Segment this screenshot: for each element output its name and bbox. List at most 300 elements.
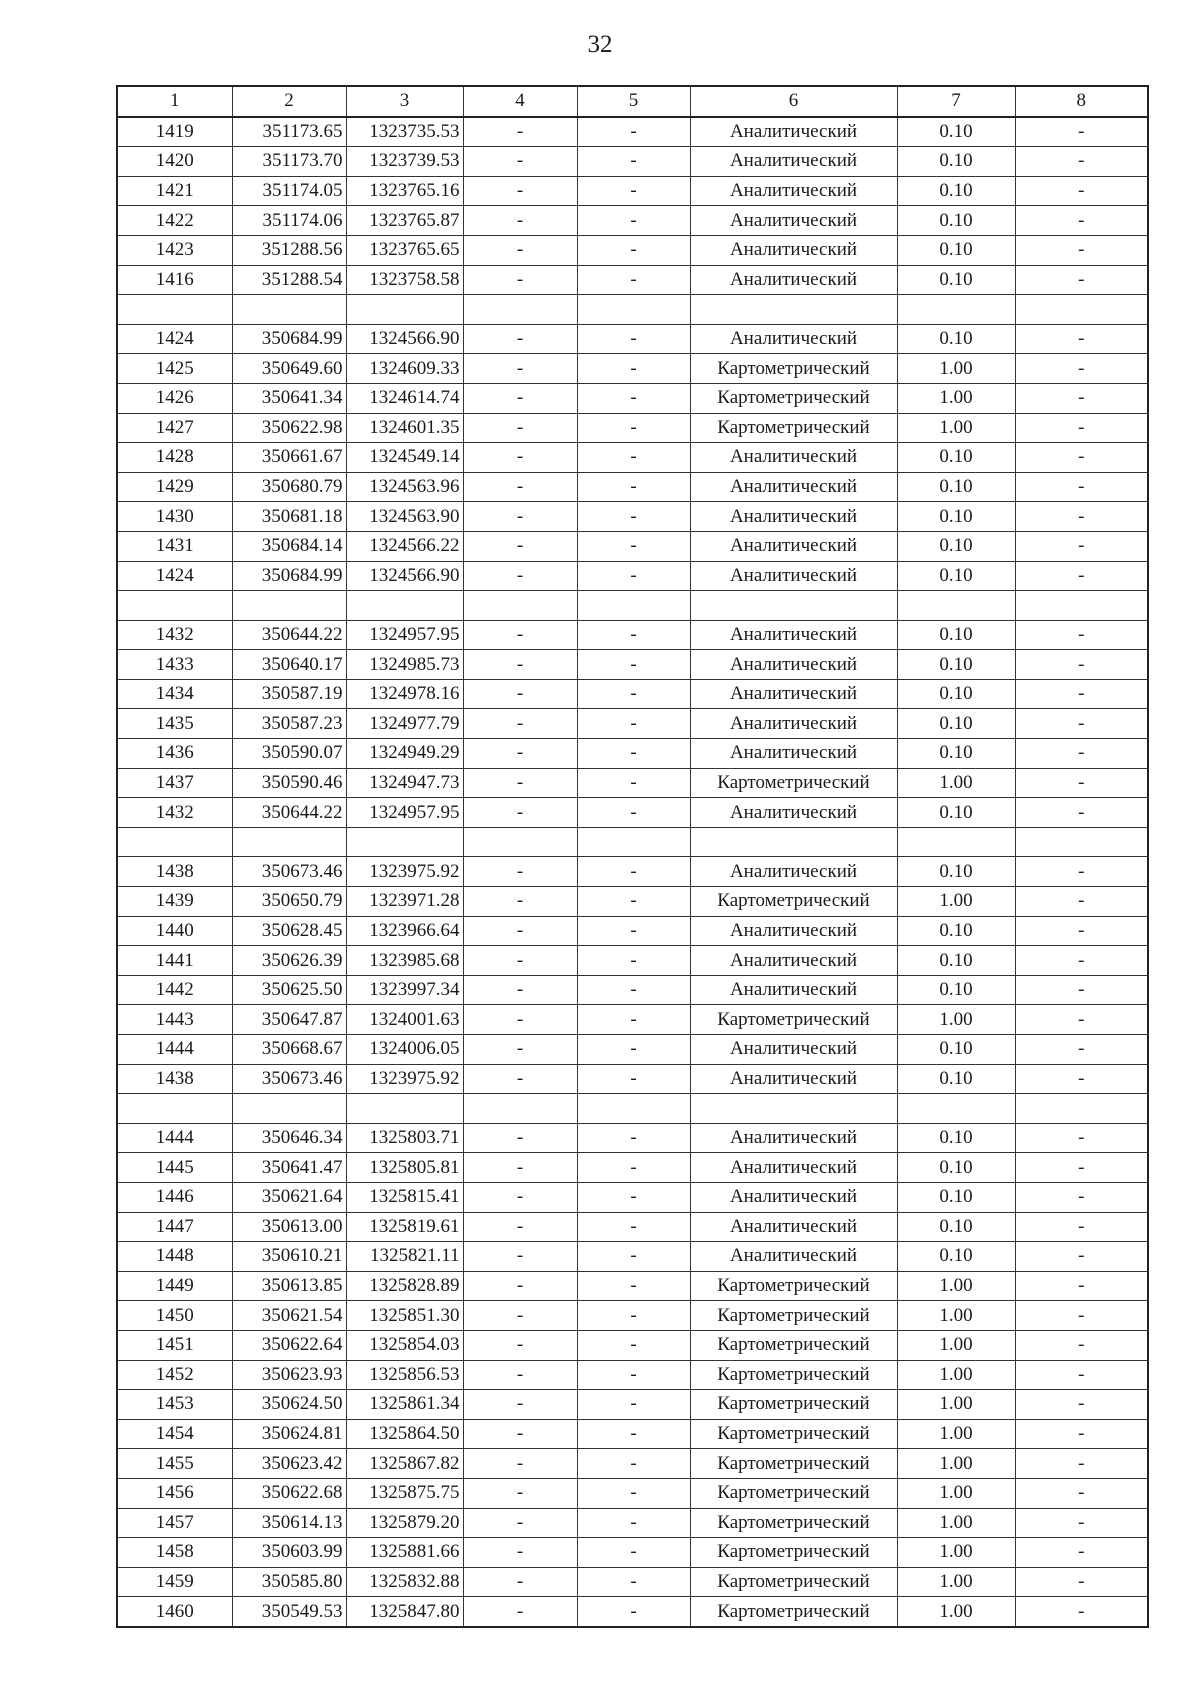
table-cell: 1324006.05 xyxy=(346,1035,463,1065)
table-cell: 350668.67 xyxy=(232,1035,346,1065)
table-cell: 350622.64 xyxy=(232,1330,346,1360)
table-row xyxy=(117,1419,1148,1449)
table-cell: 1323966.64 xyxy=(346,916,463,946)
table-cell: 1.00 xyxy=(897,1538,1015,1568)
table-row xyxy=(117,443,1148,473)
table-cell: 1324614.74 xyxy=(346,383,463,413)
table-cell: 1425 xyxy=(117,354,232,384)
table-cell: - xyxy=(577,1567,690,1597)
table-cell: 0.10 xyxy=(897,1035,1015,1065)
table-cell: 350614.13 xyxy=(232,1508,346,1538)
table-cell: Картометрический xyxy=(690,1508,897,1538)
table-cell: 350649.60 xyxy=(232,354,346,384)
table-cell: 1325821.11 xyxy=(346,1242,463,1272)
table-cell: - xyxy=(577,1005,690,1035)
table-cell xyxy=(897,591,1015,621)
table-cell: - xyxy=(463,768,577,798)
table-cell: - xyxy=(463,561,577,591)
table-row xyxy=(117,1064,1148,1094)
table-cell xyxy=(463,827,577,857)
spacer-row xyxy=(117,591,1148,621)
table-cell: 0.10 xyxy=(897,739,1015,769)
table-cell: Картометрический xyxy=(690,383,897,413)
table-cell: Картометрический xyxy=(690,1360,897,1390)
table-cell: 1324978.16 xyxy=(346,679,463,709)
column-header: 4 xyxy=(463,86,577,117)
table-cell: - xyxy=(1015,739,1148,769)
table-cell: Аналитический xyxy=(690,975,897,1005)
table-cell: - xyxy=(463,1597,577,1627)
table-cell: - xyxy=(577,1035,690,1065)
table-cell: - xyxy=(1015,1597,1148,1627)
table-cell: 0.10 xyxy=(897,1153,1015,1183)
column-header: 3 xyxy=(346,86,463,117)
table-cell: Аналитический xyxy=(690,176,897,206)
table-cell: Аналитический xyxy=(690,502,897,532)
table-cell: 350621.64 xyxy=(232,1182,346,1212)
table-cell: 1324566.22 xyxy=(346,531,463,561)
table-cell: - xyxy=(1015,887,1148,917)
table-cell: - xyxy=(1015,1271,1148,1301)
table-row xyxy=(117,1242,1148,1272)
table-cell: Картометрический xyxy=(690,1478,897,1508)
table-cell: 1454 xyxy=(117,1419,232,1449)
spacer-row xyxy=(117,1094,1148,1124)
table-cell: 1438 xyxy=(117,1064,232,1094)
table-cell: - xyxy=(1015,1301,1148,1331)
table-cell: 1.00 xyxy=(897,383,1015,413)
table-cell: - xyxy=(577,857,690,887)
table-cell: - xyxy=(463,1005,577,1035)
spacer-row xyxy=(117,827,1148,857)
table-cell: - xyxy=(463,650,577,680)
table-cell xyxy=(117,827,232,857)
table-cell: 0.10 xyxy=(897,206,1015,236)
table-cell: 1.00 xyxy=(897,1360,1015,1390)
table-row xyxy=(117,1508,1148,1538)
table-cell: 1459 xyxy=(117,1567,232,1597)
table-cell: - xyxy=(463,206,577,236)
table-cell: Аналитический xyxy=(690,235,897,265)
table-cell: 350549.53 xyxy=(232,1597,346,1627)
table-cell: - xyxy=(463,1271,577,1301)
table-cell: - xyxy=(463,1360,577,1390)
table-cell: 1.00 xyxy=(897,1597,1015,1627)
table-row xyxy=(117,1478,1148,1508)
table-cell: Аналитический xyxy=(690,147,897,177)
table-row xyxy=(117,768,1148,798)
table-cell: 1440 xyxy=(117,916,232,946)
table-cell: 351173.65 xyxy=(232,117,346,147)
table-cell: 1.00 xyxy=(897,768,1015,798)
table-cell: 1.00 xyxy=(897,1330,1015,1360)
table-row xyxy=(117,383,1148,413)
table-cell: - xyxy=(463,383,577,413)
table-cell xyxy=(232,591,346,621)
table-row xyxy=(117,709,1148,739)
table-cell: - xyxy=(1015,1153,1148,1183)
table-row xyxy=(117,235,1148,265)
table-cell: - xyxy=(1015,443,1148,473)
table-cell: - xyxy=(463,413,577,443)
table-cell: - xyxy=(577,1419,690,1449)
table-cell: - xyxy=(463,1478,577,1508)
table-cell: - xyxy=(1015,1538,1148,1568)
table-cell: 1324947.73 xyxy=(346,768,463,798)
table-cell: 1434 xyxy=(117,679,232,709)
table-cell: 1446 xyxy=(117,1182,232,1212)
table-cell: - xyxy=(577,1390,690,1420)
table-cell: 1324566.90 xyxy=(346,561,463,591)
table-cell xyxy=(232,1094,346,1124)
table-row xyxy=(117,176,1148,206)
table-cell: - xyxy=(577,472,690,502)
table-cell: 1324977.79 xyxy=(346,709,463,739)
table-cell: - xyxy=(1015,946,1148,976)
table-cell: 1325803.71 xyxy=(346,1123,463,1153)
table-cell: - xyxy=(577,265,690,295)
table-cell xyxy=(897,827,1015,857)
table-cell: 1324601.35 xyxy=(346,413,463,443)
table-cell: - xyxy=(1015,265,1148,295)
table-row xyxy=(117,1182,1148,1212)
table-cell: - xyxy=(1015,857,1148,887)
table-row xyxy=(117,1035,1148,1065)
table-cell: 1430 xyxy=(117,502,232,532)
table-cell xyxy=(1015,1094,1148,1124)
table-cell: - xyxy=(1015,1064,1148,1094)
table-cell: - xyxy=(463,1064,577,1094)
table-cell: Картометрический xyxy=(690,1271,897,1301)
table-cell: - xyxy=(1015,502,1148,532)
table-row xyxy=(117,117,1148,147)
table-cell: - xyxy=(1015,324,1148,354)
table-cell: Картометрический xyxy=(690,1567,897,1597)
table-cell: 0.10 xyxy=(897,531,1015,561)
table-cell: Аналитический xyxy=(690,472,897,502)
table-cell: Аналитический xyxy=(690,1242,897,1272)
table-cell: 1460 xyxy=(117,1597,232,1627)
table-cell: Аналитический xyxy=(690,739,897,769)
table-cell: 1419 xyxy=(117,117,232,147)
table-cell: 1436 xyxy=(117,739,232,769)
table-cell: - xyxy=(463,857,577,887)
table-cell: 1.00 xyxy=(897,1449,1015,1479)
column-header: 6 xyxy=(690,86,897,117)
table-cell: 0.10 xyxy=(897,443,1015,473)
table-cell: Аналитический xyxy=(690,206,897,236)
table-cell: - xyxy=(577,739,690,769)
table-cell xyxy=(117,591,232,621)
table-cell: 1324957.95 xyxy=(346,620,463,650)
table-cell: 1325875.75 xyxy=(346,1478,463,1508)
table-cell: 350684.99 xyxy=(232,324,346,354)
table-cell: 1324985.73 xyxy=(346,650,463,680)
table-cell: 1325851.30 xyxy=(346,1301,463,1331)
table-cell: Картометрический xyxy=(690,354,897,384)
table-cell: 1325815.41 xyxy=(346,1182,463,1212)
table-cell: - xyxy=(463,1330,577,1360)
table-cell: - xyxy=(577,1212,690,1242)
table-cell: 350621.54 xyxy=(232,1301,346,1331)
table-cell: 350623.42 xyxy=(232,1449,346,1479)
table-cell: 1426 xyxy=(117,383,232,413)
table-cell: 350641.47 xyxy=(232,1153,346,1183)
table-cell: 1325856.53 xyxy=(346,1360,463,1390)
table-cell: - xyxy=(577,1360,690,1390)
table-cell: 1.00 xyxy=(897,1005,1015,1035)
table-cell xyxy=(577,591,690,621)
table-cell: - xyxy=(1015,620,1148,650)
table-cell: 1423 xyxy=(117,235,232,265)
table-row xyxy=(117,1449,1148,1479)
table-cell: - xyxy=(577,650,690,680)
table-cell: 350590.07 xyxy=(232,739,346,769)
table-cell xyxy=(346,827,463,857)
column-header: 5 xyxy=(577,86,690,117)
table-cell: 350684.14 xyxy=(232,531,346,561)
table-cell: - xyxy=(463,916,577,946)
table-cell: - xyxy=(577,1508,690,1538)
table-cell: - xyxy=(577,354,690,384)
table-cell: - xyxy=(463,117,577,147)
table-cell: 1451 xyxy=(117,1330,232,1360)
table-cell: 1325867.82 xyxy=(346,1449,463,1479)
table-cell: 1325847.80 xyxy=(346,1597,463,1627)
table-cell: 1323739.53 xyxy=(346,147,463,177)
table-cell: Аналитический xyxy=(690,1212,897,1242)
table-cell: - xyxy=(577,946,690,976)
table-row xyxy=(117,857,1148,887)
table-cell xyxy=(463,1094,577,1124)
table-row xyxy=(117,798,1148,828)
table-row xyxy=(117,413,1148,443)
table-cell xyxy=(232,295,346,325)
table-cell: - xyxy=(463,354,577,384)
table-cell: Аналитический xyxy=(690,561,897,591)
table-cell: 350680.79 xyxy=(232,472,346,502)
table-row xyxy=(117,472,1148,502)
table-cell: Аналитический xyxy=(690,798,897,828)
table-cell: 1.00 xyxy=(897,1271,1015,1301)
table-cell: - xyxy=(577,1330,690,1360)
table-cell: 1323997.34 xyxy=(346,975,463,1005)
table-cell: - xyxy=(463,1419,577,1449)
column-header: 8 xyxy=(1015,86,1148,117)
table-cell: - xyxy=(1015,679,1148,709)
table-cell: Картометрический xyxy=(690,1419,897,1449)
table-cell: - xyxy=(463,1538,577,1568)
table-cell: - xyxy=(1015,561,1148,591)
table-cell: 350603.99 xyxy=(232,1538,346,1568)
table-cell: - xyxy=(1015,235,1148,265)
table-cell: - xyxy=(1015,798,1148,828)
table-row xyxy=(117,206,1148,236)
table-cell: 1325879.20 xyxy=(346,1508,463,1538)
table-row xyxy=(117,739,1148,769)
table-cell: - xyxy=(463,1153,577,1183)
table-cell: - xyxy=(577,798,690,828)
table-cell: 350625.50 xyxy=(232,975,346,1005)
table-cell: Аналитический xyxy=(690,679,897,709)
table-cell: 1444 xyxy=(117,1123,232,1153)
table-cell: - xyxy=(463,679,577,709)
table-cell: 0.10 xyxy=(897,1212,1015,1242)
table-cell: 1453 xyxy=(117,1390,232,1420)
table-row xyxy=(117,531,1148,561)
table-row xyxy=(117,1567,1148,1597)
table-cell: - xyxy=(577,887,690,917)
table-cell: 1457 xyxy=(117,1508,232,1538)
table-cell: - xyxy=(463,946,577,976)
page-number: 32 xyxy=(587,31,613,58)
table-cell: 0.10 xyxy=(897,946,1015,976)
table-cell: - xyxy=(1015,1419,1148,1449)
table-cell: - xyxy=(463,620,577,650)
table-row xyxy=(117,1212,1148,1242)
table-cell: - xyxy=(577,679,690,709)
table-cell: 1424 xyxy=(117,324,232,354)
table-cell: - xyxy=(577,324,690,354)
table-cell xyxy=(897,295,1015,325)
table-row xyxy=(117,1153,1148,1183)
table-cell: 1.00 xyxy=(897,1390,1015,1420)
table-cell: 1325864.50 xyxy=(346,1419,463,1449)
table-cell: Картометрический xyxy=(690,1301,897,1331)
table-cell: Аналитический xyxy=(690,916,897,946)
table-cell: 350661.67 xyxy=(232,443,346,473)
table-cell: 350644.22 xyxy=(232,798,346,828)
table-cell: 1424 xyxy=(117,561,232,591)
table-cell: 1323765.65 xyxy=(346,235,463,265)
table-cell: 1325832.88 xyxy=(346,1567,463,1597)
table-cell: 1325819.61 xyxy=(346,1212,463,1242)
table-cell: 1442 xyxy=(117,975,232,1005)
table-cell: 0.10 xyxy=(897,679,1015,709)
table-cell: - xyxy=(463,235,577,265)
table-cell: - xyxy=(577,916,690,946)
table-cell: 1323971.28 xyxy=(346,887,463,917)
table-cell xyxy=(117,295,232,325)
table-row xyxy=(117,147,1148,177)
table-row xyxy=(117,502,1148,532)
table-cell: - xyxy=(577,502,690,532)
table-cell: - xyxy=(577,561,690,591)
table-cell: 1449 xyxy=(117,1271,232,1301)
table-cell: 350613.85 xyxy=(232,1271,346,1301)
table-cell: - xyxy=(1015,1390,1148,1420)
table-cell: - xyxy=(577,1271,690,1301)
table-cell: 350681.18 xyxy=(232,502,346,532)
table-cell: - xyxy=(463,1390,577,1420)
table-cell: - xyxy=(577,975,690,1005)
table-cell: - xyxy=(577,1597,690,1627)
spacer-row xyxy=(117,295,1148,325)
table-cell: Картометрический xyxy=(690,768,897,798)
table-cell: 1447 xyxy=(117,1212,232,1242)
table-cell: 1323985.68 xyxy=(346,946,463,976)
table-row xyxy=(117,1597,1148,1627)
table-cell: 351173.70 xyxy=(232,147,346,177)
table-row xyxy=(117,946,1148,976)
table-cell: 350622.68 xyxy=(232,1478,346,1508)
table-cell: 0.10 xyxy=(897,176,1015,206)
table-cell: Аналитический xyxy=(690,946,897,976)
table-cell: - xyxy=(463,443,577,473)
table-row xyxy=(117,1330,1148,1360)
table-cell: - xyxy=(577,413,690,443)
table-cell: 1.00 xyxy=(897,887,1015,917)
table-row xyxy=(117,1390,1148,1420)
table-cell: - xyxy=(1015,383,1148,413)
table-cell: 1432 xyxy=(117,620,232,650)
column-header: 2 xyxy=(232,86,346,117)
table-cell xyxy=(897,1094,1015,1124)
table-cell: 1323735.53 xyxy=(346,117,463,147)
table-cell: Картометрический xyxy=(690,1330,897,1360)
table-cell: Аналитический xyxy=(690,531,897,561)
table-cell: 1324001.63 xyxy=(346,1005,463,1035)
table-cell: Картометрический xyxy=(690,1538,897,1568)
table-cell: 0.10 xyxy=(897,650,1015,680)
table-cell: - xyxy=(463,798,577,828)
table-cell: 350673.46 xyxy=(232,857,346,887)
table-cell xyxy=(577,1094,690,1124)
table-cell: 1444 xyxy=(117,1035,232,1065)
column-header: 7 xyxy=(897,86,1015,117)
table-cell: 0.10 xyxy=(897,117,1015,147)
table-cell: 1.00 xyxy=(897,1508,1015,1538)
table-cell: Картометрический xyxy=(690,1005,897,1035)
table-cell: 1324563.96 xyxy=(346,472,463,502)
table-cell xyxy=(346,591,463,621)
table-cell: 0.10 xyxy=(897,147,1015,177)
table-cell: Картометрический xyxy=(690,1390,897,1420)
table-cell: - xyxy=(1015,472,1148,502)
table-cell xyxy=(690,1094,897,1124)
table-cell xyxy=(232,827,346,857)
table-cell: - xyxy=(577,1242,690,1272)
table-cell: - xyxy=(463,1035,577,1065)
table-cell: - xyxy=(463,1508,577,1538)
table-row xyxy=(117,1301,1148,1331)
table-cell: - xyxy=(577,147,690,177)
column-header: 1 xyxy=(117,86,232,117)
table-cell: Аналитический xyxy=(690,620,897,650)
table-cell: 1416 xyxy=(117,265,232,295)
table-cell: - xyxy=(1015,1182,1148,1212)
table-cell xyxy=(463,295,577,325)
table-cell: 0.10 xyxy=(897,1242,1015,1272)
table-cell: 350641.34 xyxy=(232,383,346,413)
table-row xyxy=(117,679,1148,709)
table-cell: - xyxy=(463,1449,577,1479)
table-cell: - xyxy=(577,768,690,798)
table-cell: 1325805.81 xyxy=(346,1153,463,1183)
table-cell: 1428 xyxy=(117,443,232,473)
coordinates-table xyxy=(116,85,1149,1628)
table-cell xyxy=(117,1094,232,1124)
table-cell: - xyxy=(1015,531,1148,561)
table-cell: 350624.50 xyxy=(232,1390,346,1420)
table-cell: - xyxy=(1015,768,1148,798)
table-cell: - xyxy=(1015,1005,1148,1035)
table-cell: - xyxy=(1015,117,1148,147)
table-cell: - xyxy=(463,472,577,502)
table-cell: Аналитический xyxy=(690,117,897,147)
table-cell: Аналитический xyxy=(690,1153,897,1183)
table-cell: 1325854.03 xyxy=(346,1330,463,1360)
